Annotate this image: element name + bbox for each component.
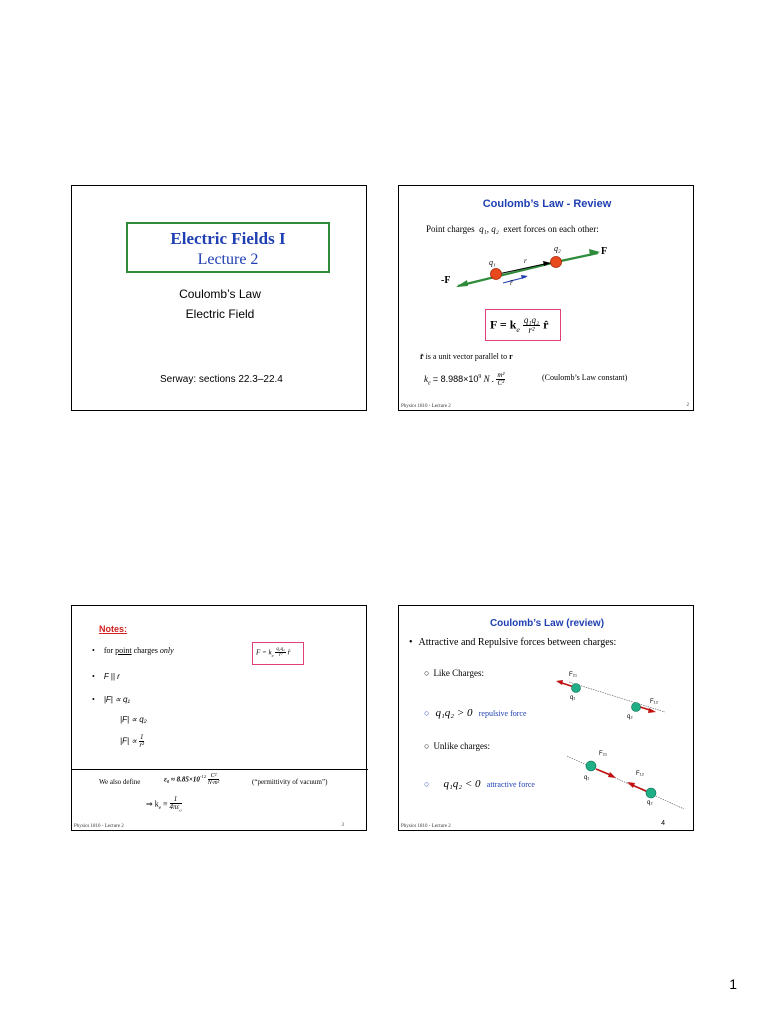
- proportional-r: |F| ∝ $\frac{1}{\text{r²}}$: [120, 733, 145, 750]
- intro-text: Point charges q₁, q₂ exert forces on each other:: [426, 224, 599, 234]
- ke-definition: ⇒ $k_e$ ≡ $\frac{1}{4\pi\varepsilon_o}$: [146, 795, 182, 813]
- like-condition: ○ q₁q₂ > 0 repulsive force: [424, 707, 527, 719]
- slide-page-number: 4: [661, 820, 665, 827]
- coulomb-equation: $F = k_e$ $\frac{\text{q₁q₂}}{\text{r²}}$ r̂: [485, 309, 561, 341]
- slide-footer: Physics 1810 - Lecture 2: [401, 824, 451, 829]
- slide-page-number: 2: [686, 403, 689, 408]
- proportional-q2: |F| ∝ q₂: [120, 715, 147, 724]
- main-bullet: • Attractive and Repulsive forces between charges:: [409, 637, 617, 648]
- bullet-parallel: • F || r: [92, 672, 120, 681]
- label-q2-like: q₂: [627, 714, 633, 720]
- label-F: F: [601, 246, 608, 257]
- bullet-proportional: • |F| ∝ q₁: [92, 695, 130, 704]
- title-box: [126, 222, 330, 273]
- topic-coulomb: Coulomb’s Law: [179, 287, 261, 301]
- label-rhat: r̂: [510, 279, 513, 287]
- bullet-point-charges: • for point charges only: [92, 646, 174, 655]
- divider: [72, 769, 368, 770]
- unlike-condition: ○ q₁q₂ < 0 attractive force: [424, 778, 535, 790]
- ke-note: (Coulomb’s Law constant): [542, 373, 628, 382]
- label-F21-unlike: F₂₁: [599, 751, 608, 757]
- slide-title: Coulomb’s Law - Review: [482, 198, 612, 210]
- epsilon-definition: $\varepsilon_0 \approx 8.85\times 10^{-12}$ $\frac{\text{C²}}{\text{N·m²}}$: [164, 773, 220, 787]
- label-q1-like: q₁: [570, 695, 576, 701]
- slide-title: [71, 185, 367, 411]
- define-text: We also define: [99, 778, 141, 786]
- charges-diagram: [399, 606, 695, 832]
- label-q2-unlike: q₂: [647, 800, 653, 806]
- page-number: 1: [729, 976, 737, 992]
- label-q2: q₂: [554, 244, 561, 253]
- reading: Serway: sections 22.3–22.4: [160, 374, 283, 385]
- force-equation-box: $F = k_e$ $\frac{\text{q₁q₂}}{\text{r²}}$ r̂: [252, 642, 304, 665]
- lecture-number: Lecture 2: [197, 251, 259, 268]
- unit-vector-note: r̂ is a unit vector parallel to r: [420, 352, 513, 361]
- label-F12-unlike: F₁₂: [636, 771, 645, 777]
- label-q1: q₁: [489, 258, 496, 267]
- slide-attractive-repulsive: [398, 605, 694, 831]
- slide-notes: [71, 605, 367, 831]
- slide-footer: Physics 1810 - Lecture 2: [401, 404, 451, 409]
- epsilon-note: (“permittivity of vacuum”): [252, 778, 328, 786]
- topic-field: Electric Field: [185, 307, 255, 321]
- label-r: r: [524, 257, 527, 265]
- unlike-charges: ○ Unlike charges:: [424, 741, 491, 751]
- slide-footer: Physics 1810 - Lecture 2: [74, 824, 124, 829]
- lecture-title: Electric Fields I: [170, 229, 286, 248]
- slide-coulomb-review: [398, 185, 694, 411]
- like-charges: ○ Like Charges:: [424, 668, 485, 678]
- ke-constant: $k_e = 8.988\times 10^9$ N . $\frac{\text{m²}}{\text{C²}}$: [424, 371, 505, 388]
- slide-title: Coulomb’s Law (review): [489, 618, 605, 629]
- label-negF: -F: [441, 275, 451, 286]
- notes-label: Notes:: [99, 624, 128, 634]
- label-F12-like: F₁₂: [650, 699, 659, 705]
- slide-page-number: 3: [341, 823, 344, 828]
- label-q1-unlike: q₁: [584, 775, 590, 781]
- label-F21-like: F₂₁: [569, 672, 578, 678]
